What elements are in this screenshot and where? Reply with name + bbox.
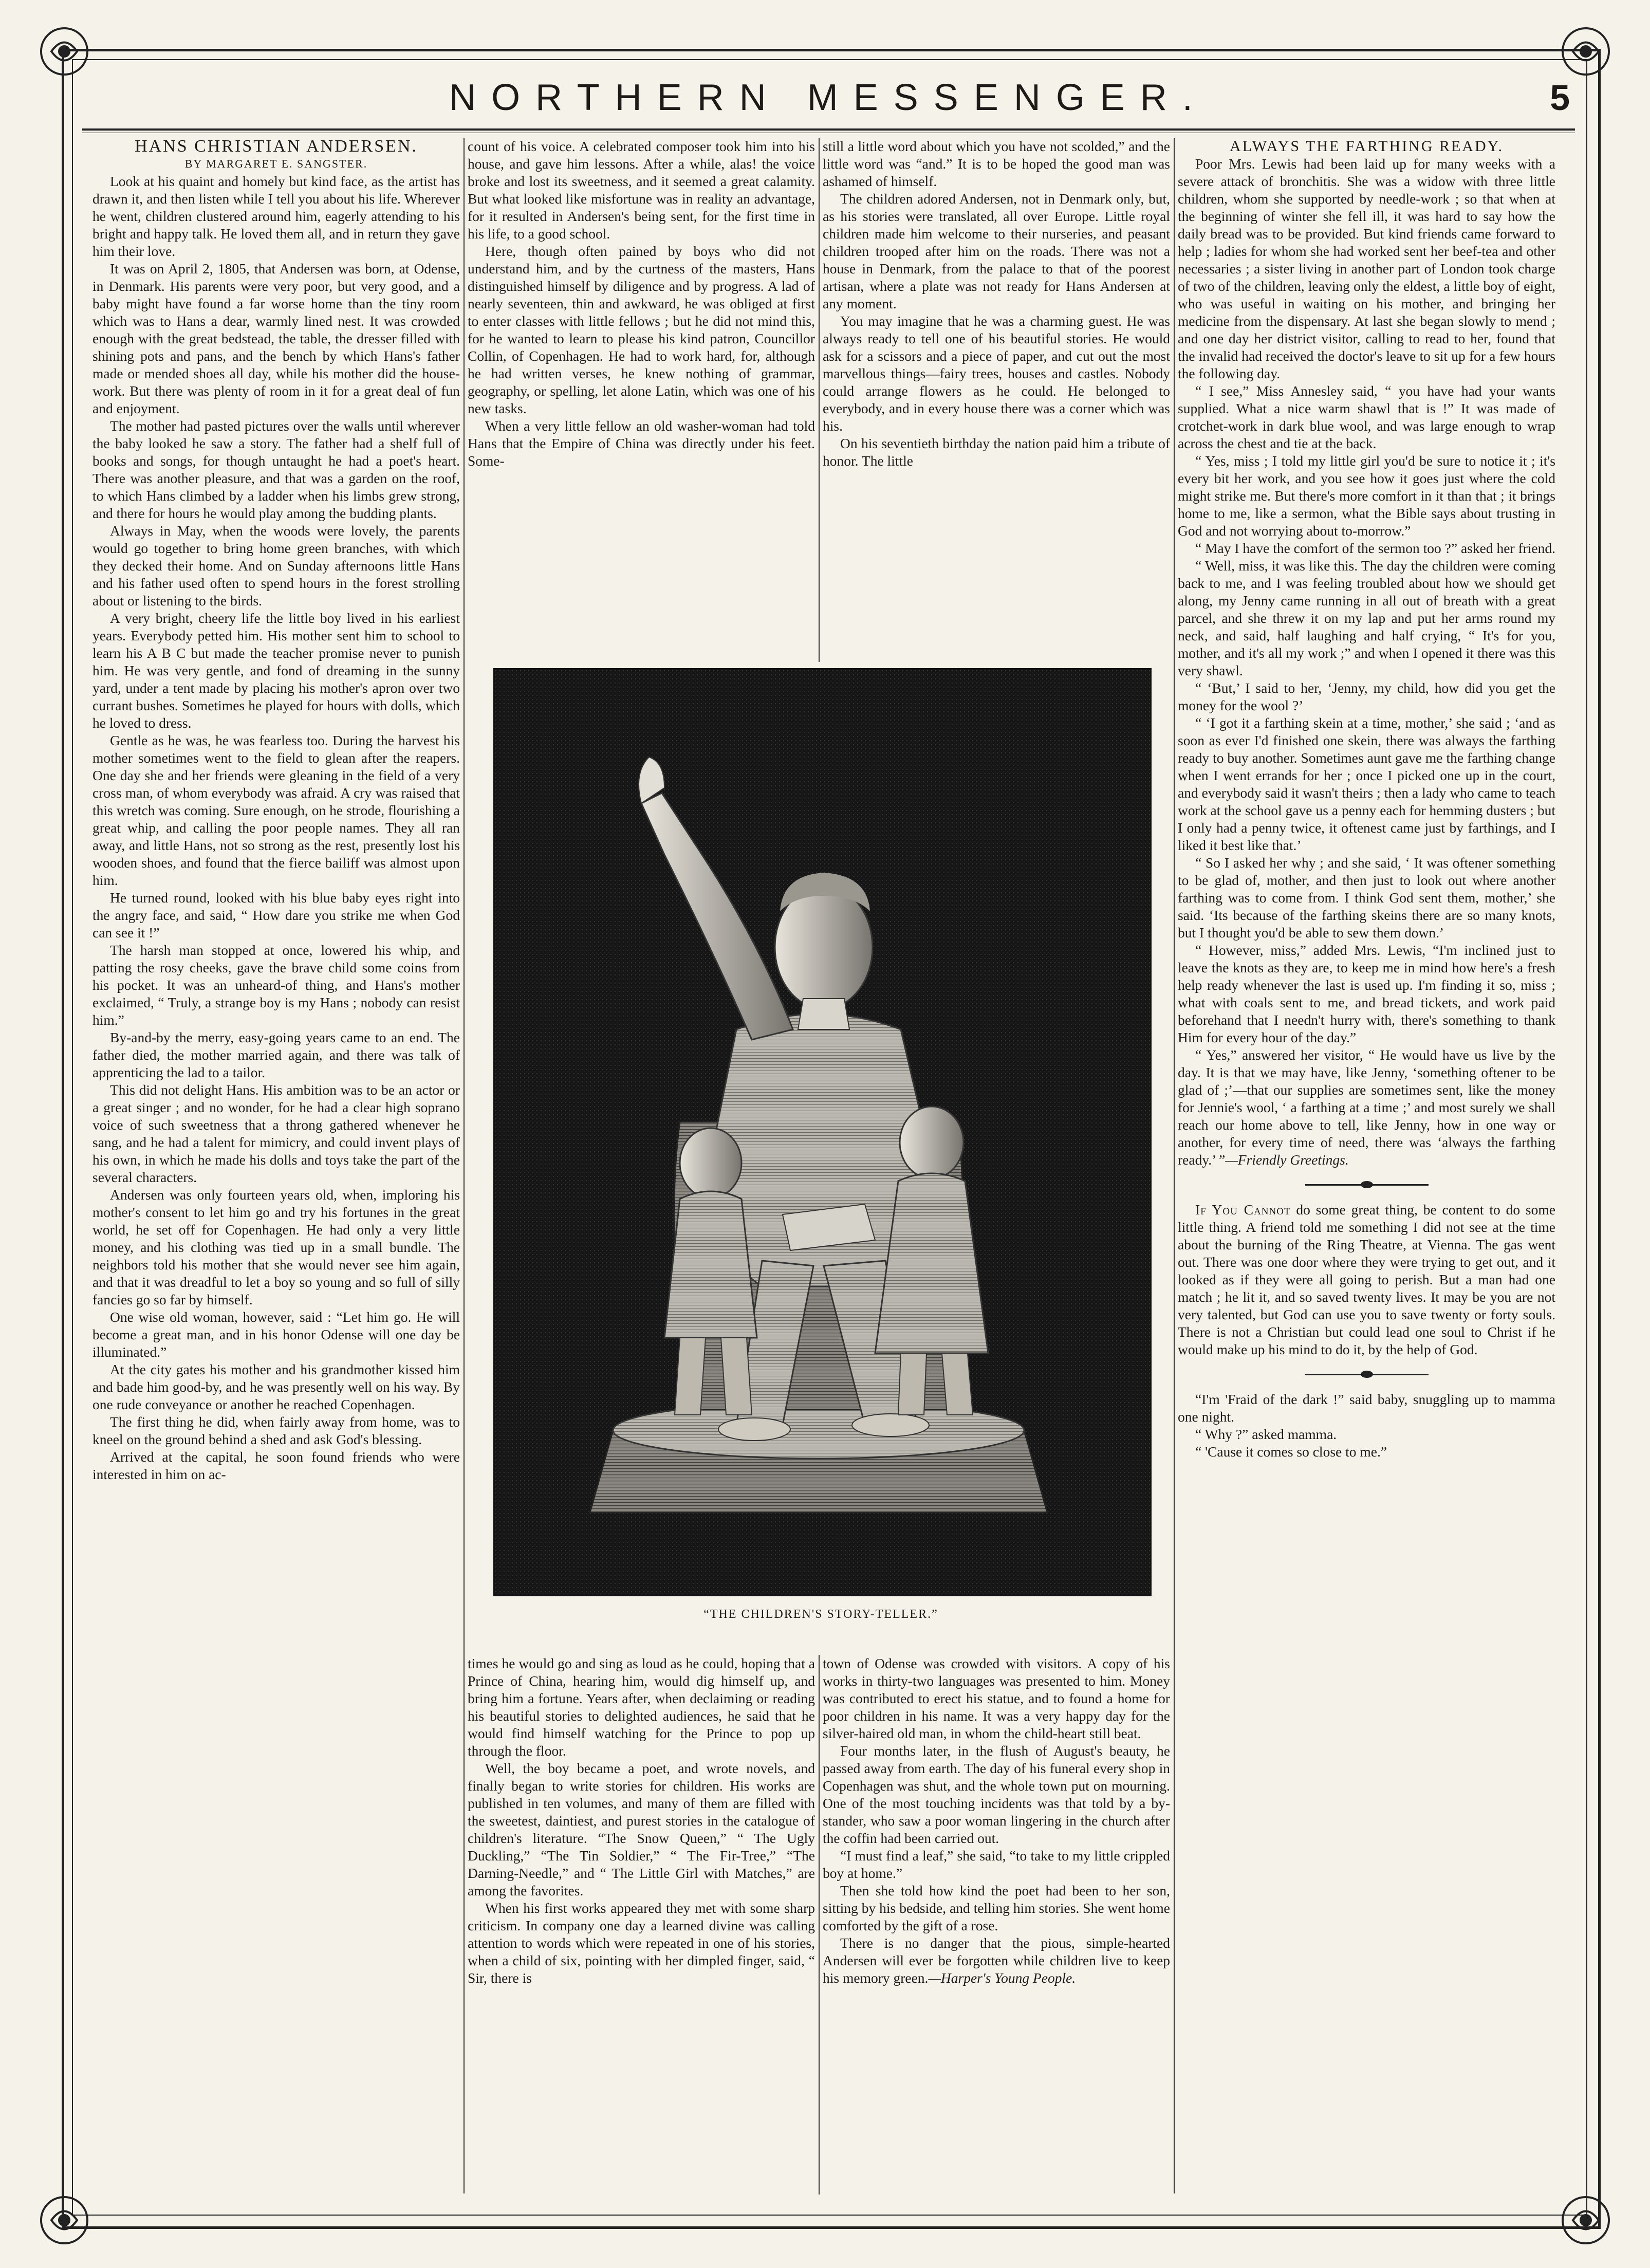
paragraph-text: There is no danger that the pious, simple-hearted Andersen will ever be forgotten while children live to keep his memory green. xyxy=(823,1935,1170,1986)
paragraph: “ May I have the comfort of the sermon too ?” asked her friend. xyxy=(1195,540,1555,556)
illustration-caption: “THE CHILDREN'S STORY-TELLER.” xyxy=(703,1608,938,1621)
paragraph: Arrived at the capital, he soon found friends who were interested in him on ac- xyxy=(92,1449,460,1482)
paragraph: “I must find a leaf,” she said, “to take to my little crippled boy at home.” xyxy=(823,1848,1170,1881)
column-rule xyxy=(464,138,465,2193)
paragraph: “ Yes, miss ; I told my little girl you'd be sure to notice it ; it's every bit her work, and you see how it goes just where the cold might strike me. But there's more comfort in it than that ; it brings home to me, like a sermon, what the Bible says about trusting in God and not worrying about to-morrow.” xyxy=(1178,453,1555,539)
paragraph: The mother had pasted pictures over the walls until wherever the baby looked he saw a story. The father had a shelf full of books and songs, for though untaught he had a poet's heart. There was another pleasure, and that was a garden on the roof, to which Hans climbed by a ladder when his limbs grew strong, and there for hours he would play among the budding plants. xyxy=(92,418,460,521)
paragraph: Andersen was only fourteen years old, when, imploring his mother's consent to let him go and try his fortunes in the great world, he set off for Copenhagen. He had only a very little money, and his clothing was tied up in a small bundle. The neighbors told his mother that she would never see him again, and that it was dreadful to let a boy so young and so full of silly fancies go so far by himself. xyxy=(92,1187,460,1307)
paragraph: “ ‘But,’ I said to her, ‘Jenny, my child, how did you get the money for the wool ?’ xyxy=(1178,680,1555,713)
paragraph: On his seventieth birthday the nation paid him a tribute of honor. The little xyxy=(823,435,1170,469)
paragraph: times he would go and sing as loud as he could, hoping that a Prince of China, hearing him, would dig himself up, and bring him a fortune. Years after, when declaiming or reading his beautiful stories to delighted audiences, he said that he would find himself watching for the Prince to pop up through the floor. xyxy=(468,1655,815,1759)
paragraph: “ However, miss,” added Mrs. Lewis, “I'm inclined just to leave the knots as they are, to keep me in mind how here's a fresh help ready whenever the last is used up. I'm finding it so, miss ; what with coals sent to me, and bread tickets, and work paid beforehand that I needn't hurry with, there's something to thank Him for every hour of the day.” xyxy=(1178,942,1555,1045)
paragraph: You may imagine that he was a charming guest. He was always ready to tell one of his beautiful stories. He would ask for a scissors and a piece of paper, and cut out the most marvellous things—fairy trees, houses and castles. Nobody could arrange flowers as he could. He belonged to everybody, and in every house there was a corner which was his. xyxy=(823,313,1170,434)
article-andersen-column-2-top xyxy=(468,138,815,662)
article-source: —Friendly Greetings. xyxy=(1225,1152,1349,1168)
paragraph: One wise old woman, however, said : “Let him go. He will become a great man, and in his honor Odense will one day be illuminated.” xyxy=(92,1309,460,1360)
article-andersen-column-3-bottom xyxy=(823,1655,1170,2195)
paragraph: Poor Mrs. Lewis had been laid up for many weeks with a severe attack of bronchitis. She was a widow with three little children, whom she supported by needle-work ; so that when at the beginning of winter she fell ill, it was hard to say how the daily bread was to be provided. But kind friends came forward to help ; ladies for whom she had worked sent her beef-tea and other necessaries ; a sister living in another part of London took charge of two of the children, leaving only the eldest, a little boy of eight, who was useful in waiting on his mother, and bringing her medicine from the dispensary. At last she began slowly to mend ; and one day her district visitor, calling to read to her, found that the invalid had received the doctor's leave to sit up for a few hours the following day. xyxy=(1178,156,1555,381)
paragraph: By-and-by the merry, easy-going years came to an end. The father died, the mother married again, and there was talk of apprenticing the lad to a tailor. xyxy=(92,1029,460,1080)
ornament-corner-icon xyxy=(1558,2192,1614,2248)
paragraph: count of his voice. A celebrated composer took him into his house, and gave him lessons. After a while, alas! the voice broke and lost its sweetness, and it seemed a great calamity. But what looked like misfortune was in reality an advantage, for it resulted in Andersen's being sent, for the first time in his life, to a good school. xyxy=(468,138,815,242)
paragraph-text: “ Yes,” answered her visitor, “ He would have us live by the day. It is that we may have, like Jenny, ‘something oftener to be glad of ;’—that our supplies are sometimes sent, like the money for Jennie's wool, ‘ a farthing at a time ;’ and most surely we shall reach our home above to tell, like Jenny, how in one way or another, for every time of need, there was ‘always the farthing ready.’ ” xyxy=(1178,1047,1555,1168)
paragraph: The children adored Andersen, not in Denmark only, but, as his stories were translated, all over Europe. Little royal children made him welcome to their nurseries, and peasant children trooped after him on the roads. There was not a house in Denmark, from the palace to that of the poorest artisan, where a plate was not ready for Hans Andersen at any moment. xyxy=(823,191,1170,311)
paragraph: town of Odense was crowded with visitors. A copy of his works in thirty-two languages was presented to him. Money was contributed to erect his statue, and to found a home for poor children in his name. It was a very happy day for the silver-haired old man, in whom the child-heart still beat. xyxy=(823,1655,1170,1741)
statue-illustration-icon xyxy=(495,670,1150,1595)
paragraph: Look at his quaint and homely but kind face, as the artist has drawn it, and then listen while I tell you about his life. Wherever he went, children clustered around him, eagerly attending to his bright and happy talk. He loved them all, and in return they gave him their love. xyxy=(92,173,460,259)
page-number: 5 xyxy=(1550,78,1570,118)
paragraph: “ Well, miss, it was like this. The day the children were coming back to me, and I was feeling troubled about how we should get along, my Jenny came running in all out of breath with a great parcel, and she threw it on my lap and put her arms round my neck, and said, half laughing and half crying, “ It's for you, mother, and it's all my work ;” and when I opened it there was this very shawl. xyxy=(1178,558,1555,678)
article-byline: BY MARGARET E. SANGSTER. xyxy=(184,157,368,170)
column-rule xyxy=(819,138,820,662)
masthead xyxy=(82,67,1575,128)
paragraph: “I'm 'Fraid of the dark !” said baby, snuggling up to mamma one night. xyxy=(1178,1391,1555,1425)
section-divider xyxy=(1305,1374,1429,1375)
paragraph: “ ‘I got it a farthing skein at a time, mother,’ she said ; ‘and as soon as ever I'd finished one skein, there was always the farthing ready to buy another. Sometimes aunt gave me the farthing change when I went errands for her ; once I picked one up in the court, and everybody said it wasn't theirs ; then a lady who came to teach work at the school gave us a penny each for hemming dusters ; but I only had a penny twice, it oftenest came just by farthings, and I liked it best like that.’ xyxy=(1178,715,1555,853)
paragraph: “ So I asked her why ; and she said, ‘ It was oftener something to be glad of, mother, and then just to look out where another farthing was to come from. I think God sent them, mother,’ she said. ‘Its because of the farthing skeins there are so many knots, but I thought you'd be able to sew them down.’ xyxy=(1178,855,1555,941)
paragraph: still a little word about which you have not scolded,” and the little word was “and.” It is to be hoped the good man was ashamed of himself. xyxy=(823,138,1170,189)
paragraph: Here, though often pained by boys who did not understand him, and by the curtness of the masters, Hans distinguished himself by diligence and by progress. A lad of nearly seventeen, thin and awkward, he was obliged at first to enter classes with little fellows ; but he did not mind this, for he wanted to learn to please his kind patron, Councillor Collin, of Copenhagen. He had to work hard, for, although he had written verses, he knew nothing of grammar, geography, or spelling, let alone Latin, which was one of his new tasks. xyxy=(468,243,815,416)
masthead-rule xyxy=(82,128,1575,131)
paragraph: “ I see,” Miss Annesley said, “ you have had your wants supplied. What a nice warm shawl that is !” It was made of crotchet-work in dark blue wool, and was large enough to wrap across the chest and tie at the back. xyxy=(1178,383,1555,451)
section-divider xyxy=(1305,1184,1429,1186)
paragraph: At the city gates his mother and his grandmother kissed him and bade him good-by, and he was presently well on his way. By one rude conveyance or another he reached Copenhagen. xyxy=(92,1361,460,1412)
paragraph: Well, the boy became a poet, and wrote novels, and finally began to write stories for children. His works are published in ten volumes, and many of them are filled with the sweetest, daintiest, and purest stories in the catalogue of children's literature. “The Snow Queen,” “ The Ugly Duckling,” “The Tin Soldier,” “ The Fir-Tree,” “The Darning-Needle,” and “ The Little Girl with Matches,” are among the favorites. xyxy=(468,1760,815,1898)
paragraph xyxy=(1178,1201,1555,1358)
column-rule xyxy=(819,1655,820,2195)
paragraph: “ Why ?” asked mamma. xyxy=(1195,1426,1337,1442)
paragraph: Always in May, when the woods were lovely, the parents would go together to bring home green branches, with which they decked their home. And on Sunday afternoons little Hans and his father used often to spend hours in the forest strolling about or listening to the birds. xyxy=(92,523,460,609)
paragraph: The harsh man stopped at once, lowered his whip, and patting the rosy cheeks, gave the brave child some coins from his pocket. It was an unheard-of thing, and Hans's mother exclaimed, “ Truly, a strange boy is my Hans ; nobody can resist him.” xyxy=(92,942,460,1028)
paragraph: Four months later, in the flush of August's beauty, he passed away from earth. The day of his funeral every shop in Copenhagen was shut, and the whole town put on mourning. One of the most touching incidents was that told by a by-stander, who saw a poor woman lingering in the church after the coffin had been carried out. xyxy=(823,1743,1170,1846)
paragraph: When a very little fellow an old washer-woman had told Hans that the Empire of China was directly under his feet. Some- xyxy=(468,418,815,469)
article-title: HANS CHRISTIAN ANDERSEN. xyxy=(135,138,418,156)
paragraph: A very bright, cheery life the little boy lived in his earliest years. Everybody petted him. His mother sent him to school to learn his A B C but made the teacher promise never to punish him. He was very gentle, and fond of dreaming in the sunny yard, under a tent made by placing his mother's apron over two currant bushes. Sometimes he played for hours with dolls, which he loved to dress. xyxy=(92,610,460,731)
column-4 xyxy=(1178,138,1555,2193)
article-andersen-column-2-bottom xyxy=(468,1655,815,2195)
article-andersen-column-1 xyxy=(92,138,460,2193)
article-source: —Harper's Young People. xyxy=(928,1970,1076,1986)
paragraph: It was on April 2, 1805, that Andersen was born, at Odense, in Denmark. His parents were very poor, but very good, and a baby might have found a far worse home than the tiny room which was to Hans a dear, warmly lined nest. It was crowded enough with the great bedstead, the table, the dresser filled with shining pots and pans, and the bench by which Hans's father made or mended shoes all day, while his mother did the house-work. But there was plenty of room in it for a great deal of fun and enjoyment. xyxy=(92,261,460,416)
paragraph: When his first works appeared they met with some sharp criticism. In company one day a learned divine was calling attention to words which were repeated in one of his stories, when a child of six, pointing with her dimpled finger, said, “ Sir, there is xyxy=(468,1900,815,1986)
paragraph: The first thing he did, when fairly away from home, was to kneel on the ground behind a shed and ask God's blessing. xyxy=(92,1414,460,1447)
column-rule xyxy=(1174,138,1175,2193)
paragraph: Then she told how kind the poet had been to her son, sitting by his bedside, and telling him stories. She went home comforted by the gift of a rose. xyxy=(823,1883,1170,1933)
paragraph xyxy=(823,1934,1170,1987)
paragraph: He turned round, looked with his blue baby eyes right into the angry face, and said, “ How dare you strike me when God can see it !” xyxy=(92,890,460,941)
paragraph: “ 'Cause it comes so close to me.” xyxy=(1195,1444,1387,1460)
paragraph xyxy=(1178,1046,1555,1169)
paragraph-text: do some great thing, be content to do some little thing. A friend told me something I did not see at the time about the burning of the Ring Theatre, at Vienna. The gas went out. There was one door where they were trying to get out, and it looked as if they were all going to perish. But a man had one match ; he lit it, and so saved twenty lives. It may be you are not very talented, but God can use you to save twenty or forty souls. There is not a Christian but could lead one soul to Christ if he would make up his mind to do it, by the help of God. xyxy=(1178,1202,1555,1357)
ornament-corner-icon xyxy=(36,2192,92,2248)
story-teller-engraving xyxy=(493,668,1152,1596)
lead-in: If You Cannot xyxy=(1195,1202,1291,1218)
paragraph: This did not delight Hans. His ambition was to be an actor or a great singer ; and no wonder, for he had a clear high soprano voice of such sweetness that a throng gathered whenever he sang, and he had a talent for mimicry, and could invent plays of his own, in which he made his dolls and toys take the part of the several characters. xyxy=(92,1082,460,1185)
masthead-title: NORTHERN MESSENGER. xyxy=(449,77,1208,118)
article-andersen-column-3-top xyxy=(823,138,1170,662)
paragraph: Gentle as he was, he was fearless too. During the harvest his mother sometimes went to the field to glean after the reapers. One day she and her friends were gleaning in the field of a very cross man, of whom everybody was afraid. A cry was raised that this wretch was coming. Sure enough, on he strode, flourishing a great whip, and calling the poor people names. They all ran away, and little Hans, not so strong as the rest, presently lost his wooden shoes, and found that the fierce bailiff was almost upon him. xyxy=(92,732,460,888)
article-title: ALWAYS THE FARTHING READY. xyxy=(1230,138,1504,155)
